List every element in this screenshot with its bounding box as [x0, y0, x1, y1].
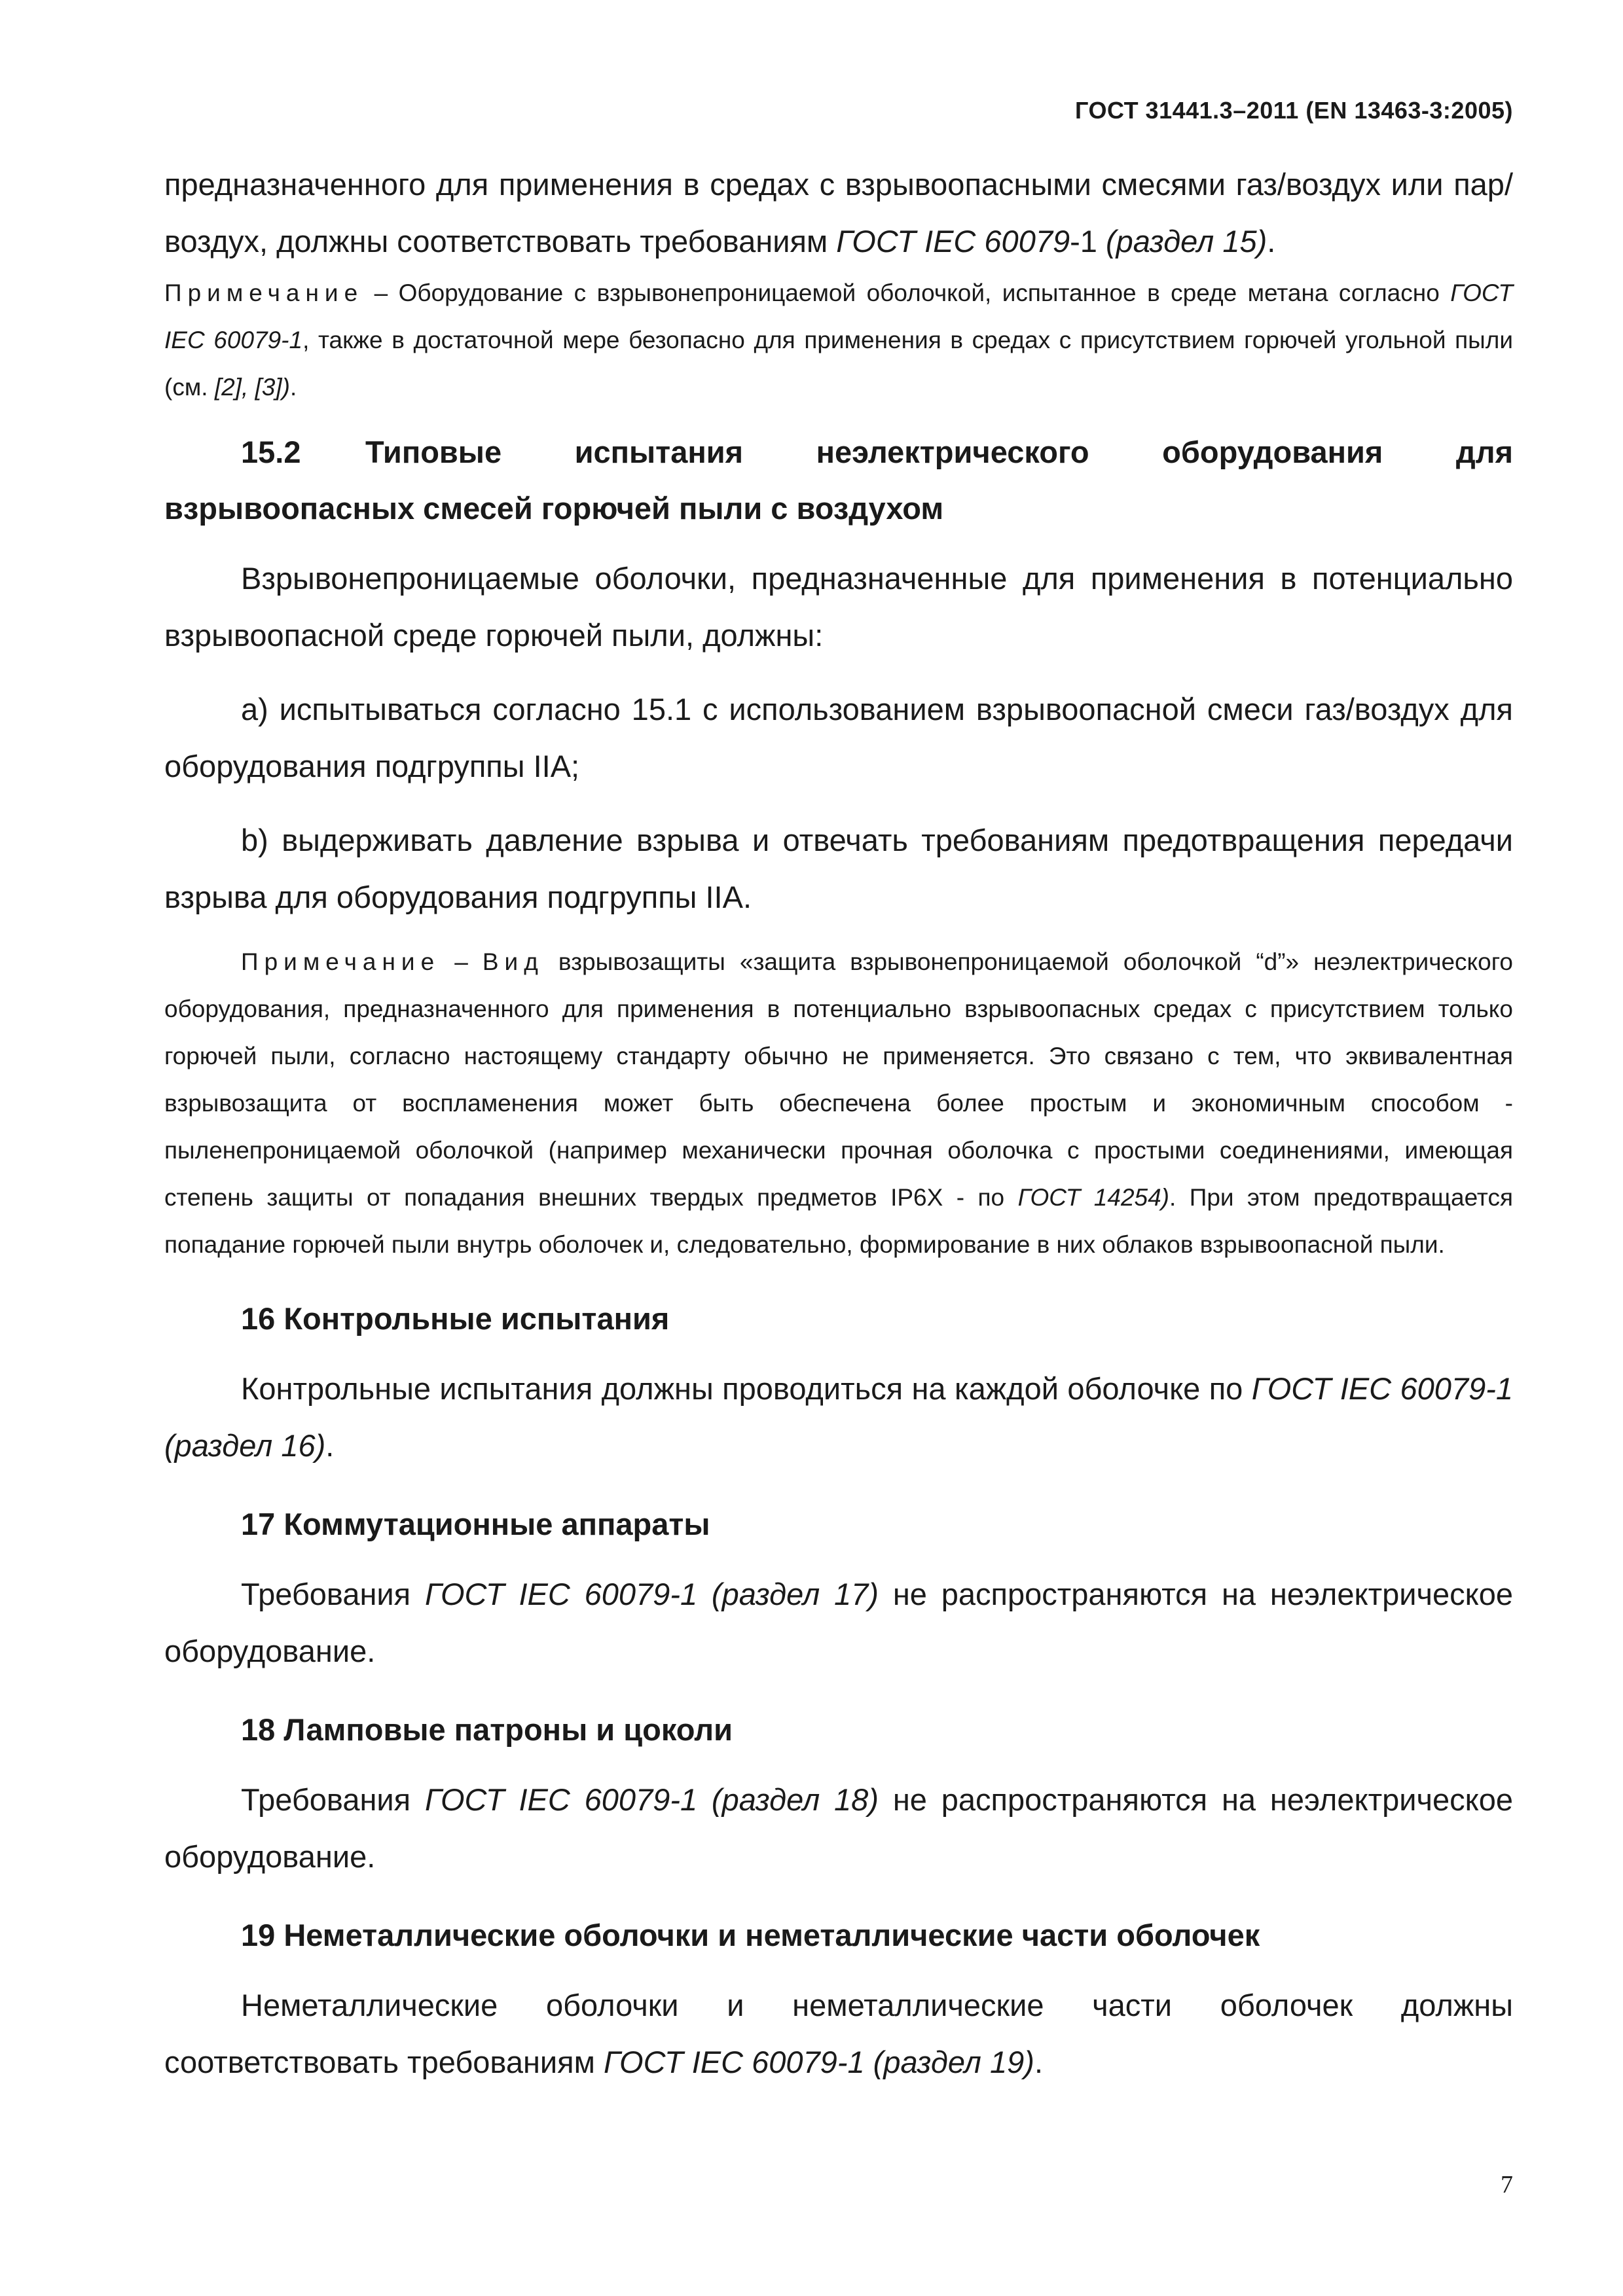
section-15-2-heading: [164, 424, 1513, 537]
document-header: ГОСТ 31441.3–2011 (EN 13463-3:2005): [1075, 97, 1513, 124]
page-number: 7: [1501, 2171, 1513, 2198]
note-2-lead: Вид: [482, 948, 544, 975]
note-1-text-b: , также в достаточной мере безопасно для применения в средах с присутствием горючей угольной пыли (см.: [164, 327, 1513, 401]
note-1-bibliography-reference: [2], [3]): [214, 374, 290, 401]
intro-text-b: -1: [1070, 224, 1106, 259]
note-2: [164, 939, 1513, 1268]
section-18-reference: ГОСТ IEC 60079-1 (раздел 18): [424, 1782, 879, 1817]
intro-reference: ГОСТ IEC 60079: [836, 224, 1070, 259]
section-16-text-a: Контрольные испытания должны проводиться на каждой оболочке по: [241, 1371, 1252, 1406]
section-15-2-item-a: a) испытываться согласно 15.1 с использованием взрывоопасной смеси газ/воздух для оборудования подгруппы IIA;: [164, 692, 1513, 783]
intro-paragraph: [164, 156, 1513, 270]
intro-text-c: .: [1267, 224, 1276, 259]
section-15-2-title: Типовые испытания неэлектрического оборудования для взрывоопасных смесей горючей пыли с воздухом: [164, 435, 1513, 526]
section-16-reference: ГОСТ IEC 60079-1 (раздел 16): [164, 1371, 1513, 1463]
section-17-text-b: не распространяются на неэлектрическое оборудование.: [164, 1577, 1513, 1668]
section-15-2-intro: Взрывонепроницаемые оболочки, предназначенные для применения в потенциально взрывоопасной среде горючей пыли, должны:: [164, 561, 1513, 653]
note-2-text-a: взрывозащиты «защита взрывонепроницаемой оболочкой “d”» неэлектрического оборудования, предназначенного для применения в потенциально взрывоопасных средах с присутствием только горючей пыли, согласно настоящему стандарту обычно не применяется. Это связано с тем, что эквивалентная взрывозащита от воспламенения может быть обеспечена более простым и экономичным способом - пыленепроницаемой оболочкой (например механически прочная оболочка с простыми соединениями, имеющая степень защиты от попадания внешних твердых предметов IP6X - по: [164, 948, 1514, 1211]
note-2-dash: –: [440, 948, 483, 975]
section-19-text-b: .: [1034, 2045, 1043, 2079]
note-2-label: Примечание: [241, 948, 441, 975]
note-2-text-b: . При этом предотвращается попадание горючей пыли внутрь оболочек и, следовательно, формирование в них облаков взрывоопасной пыли.: [164, 1184, 1513, 1258]
intro-section-reference: (раздел 15): [1105, 224, 1267, 259]
note-1-text-a: – Оборудование с взрывонепроницаемой оболочкой, испытанное в среде метана согласно: [363, 279, 1451, 306]
section-17-text-a: Требования: [241, 1577, 425, 1611]
section-19-reference: ГОСТ IEC 60079-1 (раздел 19): [604, 2045, 1034, 2079]
note-1: [164, 270, 1513, 411]
section-15-2-item-b: b) выдерживать давление взрыва и отвечать требованиям предотвращения передачи взрыва для оборудования подгруппы IIA.: [164, 823, 1513, 914]
section-16-heading: 16 Контрольные испытания: [241, 1301, 670, 1336]
section-16-paragraph: [164, 1360, 1513, 1474]
section-17-heading: 17 Коммутационные аппараты: [241, 1507, 710, 1541]
section-17-reference: ГОСТ IEC 60079-1 (раздел 17): [424, 1577, 879, 1611]
section-19-paragraph: [164, 1977, 1513, 2090]
section-16-text-b: .: [325, 1428, 335, 1463]
document-body: [164, 156, 1513, 2090]
section-18-text-b: не распространяются на неэлектрическое оборудование.: [164, 1782, 1513, 1874]
note-2-reference: ГОСТ 14254): [1017, 1184, 1169, 1211]
section-19-text-a: Неметаллические оболочки и неметаллические части оболочек должны соответствовать требованиям: [164, 1988, 1513, 2079]
note-1-text-c: .: [289, 374, 297, 401]
section-19-heading: 19 Неметаллические оболочки и неметаллические части оболочек: [241, 1918, 1260, 1952]
note-1-reference: ГОСТ IEC 60079-1: [164, 279, 1513, 353]
section-15-2-number: 15.2: [241, 435, 301, 469]
section-17-paragraph: [164, 1566, 1513, 1679]
intro-text-a: предназначенного для применения в средах с взрывоопасными смесями газ/воздух или пар/воздух, должны соответствовать требованиям: [164, 167, 1513, 259]
section-18-paragraph: [164, 1771, 1513, 1885]
note-1-label: Примечание: [164, 279, 364, 306]
section-18-text-a: Требования: [241, 1782, 425, 1817]
section-18-heading: 18 Ламповые патроны и цоколи: [241, 1712, 733, 1747]
